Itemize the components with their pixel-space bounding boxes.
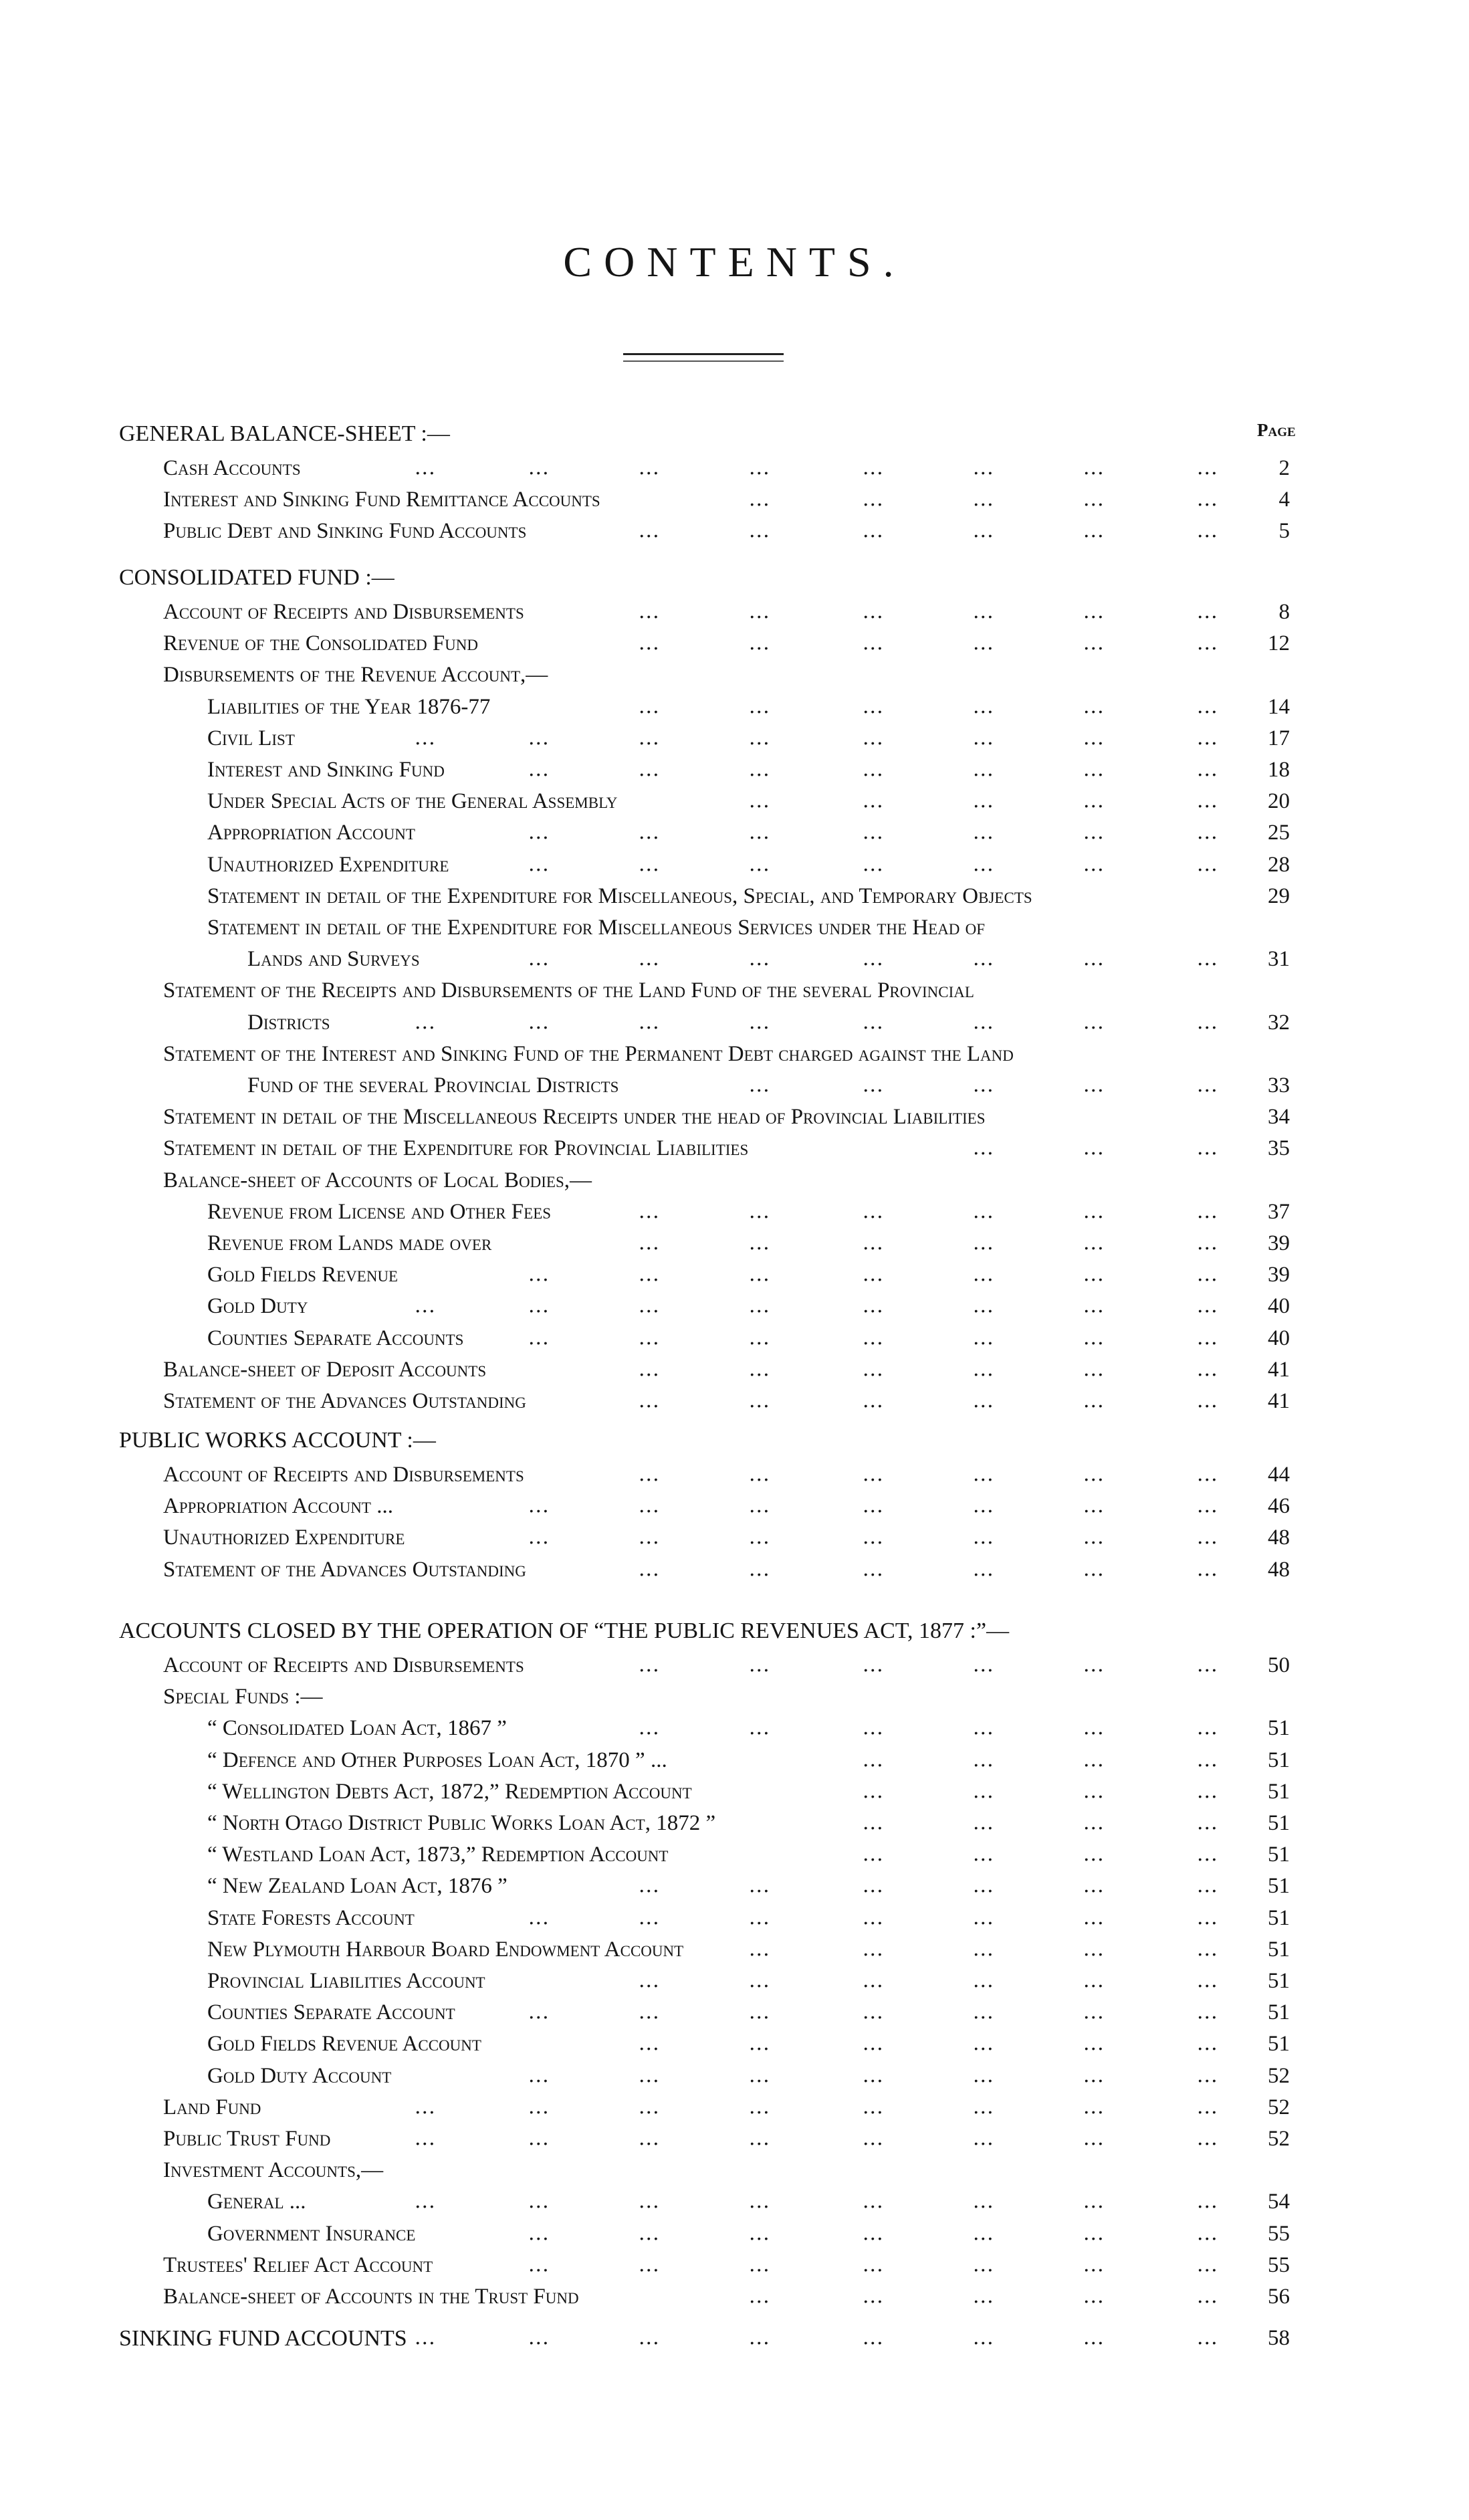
leader-dots: ... ... ... ... ... ... ... (528, 2221, 1218, 2245)
entry-label: Under Special Acts of the General Assembly (207, 789, 618, 814)
entry-label: Statement of the Receipts and Disbursements of the Land Fund of the several Provincial (163, 978, 974, 1003)
page-number: 34 (1268, 1105, 1290, 1130)
toc-entry[interactable] (0, 2032, 1469, 2065)
leader-dots: ... ... ... ... ... ... (639, 1874, 1218, 1898)
page-number: 2 (1278, 456, 1290, 480)
entry-label: Counties Separate Account (207, 2000, 455, 2025)
leader-dots: ... ... ... ... ... ... ... (528, 1326, 1218, 1350)
toc-entry[interactable] (0, 1042, 1469, 1105)
entry-label: Statement in detail of the Expenditure for Provincial Liabilities (163, 1136, 749, 1161)
section-heading: GENERAL BALANCE-SHEET :— (119, 421, 450, 446)
entry-label: New Plymouth Harbour Board Endowment Account (207, 1937, 684, 1962)
page-number: 39 (1268, 1263, 1290, 1287)
entry-label: Gold Duty (207, 1294, 308, 1319)
entry-label: “ Consolidated Loan Act, 1867 ” (207, 1716, 507, 1741)
leader-dots: ... ... ... ... ... ... (639, 1969, 1218, 1992)
toc-entry[interactable] (0, 1294, 1469, 1328)
entry-label: Counties Separate Accounts (207, 1326, 464, 1350)
toc-entry[interactable] (0, 1716, 1469, 1750)
toc-entry[interactable] (0, 2326, 1469, 2359)
entry-label: Government Insurance (207, 2221, 416, 2246)
entry-label: “ New Zealand Loan Act, 1876 ” (207, 1874, 507, 1899)
entry-label: Civil List (207, 726, 295, 750)
section-heading: ACCOUNTS CLOSED BY THE OPERATION OF “THE PUBLIC REVENUES ACT, 1877 :”— (119, 1618, 1010, 1643)
leader-dots: ... ... ... ... ... ... (639, 1199, 1218, 1223)
entry-label: Balance-sheet of Accounts of Local Bodies,— (163, 1168, 592, 1192)
toc-entry[interactable] (0, 853, 1469, 886)
page-number: 40 (1268, 1326, 1290, 1350)
entry-label: Revenue of the Consolidated Fund (163, 631, 478, 656)
entry-label: Investment Accounts,— (163, 2158, 384, 2183)
entry-label: Interest and Sinking Fund (207, 758, 445, 782)
toc-entry[interactable] (0, 1558, 1469, 1591)
leader-dots: ... ... ... ... ... ... ... (528, 821, 1218, 845)
page-number: 52 (1268, 2095, 1290, 2119)
toc-entry[interactable] (0, 884, 1469, 918)
entry-label: “ Westland Loan Act, 1873,” Redemption Account (207, 1843, 669, 1867)
entry-label: Interest and Sinking Fund Remittance Accounts (163, 488, 600, 512)
leader-dots: ... ... ... ... ... ... (639, 1653, 1218, 1677)
leader-dots: ... ... ... ... ... ... ... (528, 2000, 1218, 2024)
page-number: 5 (1278, 519, 1290, 544)
toc-entry[interactable] (0, 2095, 1469, 2129)
page-number: 28 (1268, 852, 1290, 877)
toc-entry[interactable] (0, 1168, 1469, 1202)
toc-entry[interactable] (0, 663, 1469, 696)
toc-entry[interactable] (0, 1463, 1469, 1496)
page-number: 51 (1268, 2032, 1290, 2057)
leader-dots: ... ... ... ... ... ... ... (528, 1494, 1218, 1518)
entry-label: Land Fund (163, 2095, 261, 2119)
toc-entry[interactable] (0, 600, 1469, 633)
entry-label: “ Wellington Debts Act, 1872,” Redemption Account (207, 1779, 692, 1804)
leader-dots: ... ... ... ... ... ... ... (528, 2063, 1218, 2087)
page-number: 33 (1268, 1073, 1290, 1097)
toc-entry[interactable] (0, 2285, 1469, 2318)
entry-label: Revenue from Lands made over (207, 1231, 492, 1255)
leader-dots: ... ... ... ... ... ... ... ... (415, 726, 1218, 750)
toc-entry[interactable] (0, 2222, 1469, 2255)
leader-dots: ... ... ... ... ... ... ... ... (415, 456, 1218, 480)
leader-dots: ... ... ... ... ... ... ... (528, 2252, 1218, 2277)
toc-entry[interactable] (0, 758, 1469, 791)
page-number: 50 (1268, 1653, 1290, 1677)
page-number: 51 (1268, 1716, 1290, 1741)
entry-label: Account of Receipts and Disbursements (163, 600, 524, 624)
page-number: 29 (1268, 883, 1290, 908)
entry-label: “ Defence and Other Purposes Loan Act, 1870 ” ... (207, 1748, 667, 1772)
leader-dots: ... ... ... ... ... ... ... (528, 1905, 1218, 1929)
toc-entry[interactable] (0, 1653, 1469, 1687)
leader-dots: ... ... ... ... ... ... ... (528, 852, 1218, 876)
toc-entry[interactable] (0, 2127, 1469, 2160)
leader-dots: ... ... ... ... (863, 1811, 1218, 1834)
leader-dots: ... ... ... ... ... ... ... (528, 758, 1218, 781)
leader-dots: ... ... ... ... ... ... (639, 519, 1218, 543)
leader-dots: ... ... ... ... ... ... (639, 694, 1218, 718)
page-number: 51 (1268, 1811, 1290, 1835)
page-number: 56 (1268, 2285, 1290, 2309)
entry-label: Gold Fields Revenue Account (207, 2032, 481, 2057)
page-number: 25 (1268, 821, 1290, 845)
leader-dots: ... ... ... ... (863, 1748, 1218, 1772)
page-title: CONTENTS. (563, 238, 906, 286)
toc-entry[interactable] (0, 1263, 1469, 1296)
toc-entry[interactable] (0, 1937, 1469, 1971)
toc-entry[interactable] (0, 456, 1469, 490)
toc-entry[interactable] (0, 631, 1469, 665)
page-number: 20 (1268, 789, 1290, 814)
page-number: 55 (1268, 2221, 1290, 2246)
section-heading: CONSOLIDATED FUND :— (119, 565, 394, 590)
toc-entry[interactable] (0, 1389, 1469, 1423)
leader-dots: ... ... ... ... ... ... (639, 1716, 1218, 1740)
leader-dots: ... ... ... ... ... ... ... (528, 1263, 1218, 1287)
page-number: 48 (1268, 1526, 1290, 1550)
page-number: 14 (1268, 694, 1290, 719)
leader-dots: ... ... ... ... ... (749, 1937, 1218, 1961)
toc-entry[interactable] (0, 1358, 1469, 1391)
toc-entry[interactable] (0, 1874, 1469, 1907)
leader-dots: ... ... ... ... ... ... ... ... (415, 2095, 1218, 2119)
entry-label: Unauthorized Expenditure (163, 1526, 405, 1550)
page-number: 39 (1268, 1231, 1290, 1255)
entry-label-continuation: Districts (247, 1010, 330, 1035)
entry-label: Balance-sheet of Deposit Accounts (163, 1357, 487, 1382)
entry-label: General ... (207, 2190, 306, 2214)
leader-dots: ... ... ... ... (863, 1779, 1218, 1803)
page-number: 17 (1268, 726, 1290, 750)
page-number: 51 (1268, 1937, 1290, 1962)
leader-dots: ... ... ... ... ... (749, 789, 1218, 813)
entry-label-continuation: Fund of the several Provincial Districts (247, 1073, 619, 1097)
leader-dots: ... ... ... ... ... ... ... ... (415, 2127, 1218, 2150)
toc-entry[interactable] (0, 726, 1469, 760)
toc-entry[interactable] (0, 1494, 1469, 1528)
toc-entry[interactable] (0, 1969, 1469, 2002)
entry-label: Trustees' Relief Act Account (163, 2252, 433, 2277)
leader-dots: ... ... ... ... ... ... (639, 1389, 1218, 1412)
toc-entry[interactable] (0, 2064, 1469, 2097)
page-number: 31 (1268, 947, 1290, 972)
toc-entry[interactable] (0, 695, 1469, 728)
page-number: 12 (1268, 631, 1290, 656)
page-number: 55 (1268, 2252, 1290, 2277)
entry-label: Statement in detail of the Expenditure for Miscellaneous Services under the Head of (207, 916, 986, 940)
entry-label: Public Debt and Sinking Fund Accounts (163, 519, 527, 544)
entry-label: Disbursements of the Revenue Account,— (163, 663, 548, 688)
leader-dots: ... ... ... ... ... ... ... ... (415, 1010, 1218, 1034)
page-number: 18 (1268, 758, 1290, 782)
leader-dots: ... ... ... ... ... (749, 1073, 1218, 1097)
entry-label-continuation: Lands and Surveys (247, 947, 420, 972)
entry-label: Unauthorized Expenditure (207, 852, 449, 877)
toc-entry[interactable] (0, 1906, 1469, 1939)
entry-label: Revenue from License and Other Fees (207, 1199, 552, 1224)
toc-entry[interactable] (0, 2190, 1469, 2223)
page-number: 51 (1268, 2000, 1290, 2025)
page-number: 51 (1268, 1779, 1290, 1804)
toc-entry[interactable] (0, 1748, 1469, 1782)
toc-entry[interactable] (0, 978, 1469, 1041)
leader-dots: ... ... ... ... ... ... ... ... (415, 2190, 1218, 2214)
entry-label: Public Trust Fund (163, 2127, 331, 2151)
leader-dots: ... ... ... ... ... ... (639, 2032, 1218, 2056)
page-number: 46 (1268, 1494, 1290, 1519)
leader-dots: ... ... ... ... ... ... ... (528, 947, 1218, 971)
toc-entry[interactable] (0, 488, 1469, 521)
toc-entry[interactable] (0, 1811, 1469, 1845)
entry-label: Provincial Liabilities Account (207, 1969, 485, 1993)
entry-label: “ North Otago District Public Works Loan Act, 1872 ” (207, 1811, 716, 1835)
section-heading: SINKING FUND ACCOUNTS (119, 2326, 407, 2351)
toc-entry[interactable] (0, 1526, 1469, 1559)
page-number: 40 (1268, 1294, 1290, 1319)
page-number: 51 (1268, 1843, 1290, 1867)
page-number: 51 (1268, 1905, 1290, 1930)
entry-label: Liabilities of the Year 1876-77 (207, 694, 491, 719)
entry-label: Statement of the Advances Outstanding (163, 1389, 526, 1413)
toc-entry[interactable] (0, 2158, 1469, 2192)
page-column-header: Page (1257, 420, 1296, 440)
entry-label: Statement in detail of the Miscellaneous Receipts under the head of Provincial Liabilities (163, 1105, 986, 1130)
entry-label: Cash Accounts (163, 456, 301, 480)
entry-label: Appropriation Account ... (163, 1494, 393, 1519)
page-number: 52 (1268, 2063, 1290, 2088)
toc-entry[interactable] (0, 1200, 1469, 1233)
toc-entry[interactable] (0, 1326, 1469, 1360)
page-number: 4 (1278, 488, 1290, 512)
leader-dots: ... ... ... ... ... ... (639, 1463, 1218, 1486)
toc-entry[interactable] (0, 821, 1469, 854)
entry-label: Statement of the Advances Outstanding (163, 1557, 526, 1582)
leader-dots: ... ... ... ... ... (749, 488, 1218, 512)
toc-entry[interactable] (0, 1685, 1469, 1718)
page-number: 41 (1268, 1389, 1290, 1413)
leader-dots: ... ... ... ... ... (749, 2285, 1218, 2308)
leader-dots: ... ... ... ... ... ... (639, 1231, 1218, 1255)
page-number: 51 (1268, 1748, 1290, 1772)
page-number: 44 (1268, 1463, 1290, 1487)
toc-entry[interactable] (0, 1136, 1469, 1170)
leader-dots: ... ... ... ... ... ... (639, 631, 1218, 655)
toc-entry[interactable] (0, 916, 1469, 978)
entry-label: Account of Receipts and Disbursements (163, 1653, 524, 1677)
page-number: 58 (1268, 2326, 1290, 2350)
section-heading: PUBLIC WORKS ACCOUNT :— (119, 1428, 436, 1453)
entry-label: Gold Fields Revenue (207, 1263, 399, 1287)
leader-dots: ... ... ... ... ... ... ... (528, 1526, 1218, 1550)
leader-dots: ... ... ... ... ... ... ... ... (415, 2326, 1218, 2349)
toc-entry[interactable] (0, 2253, 1469, 2287)
toc-entry[interactable] (0, 789, 1469, 823)
page-number: 54 (1268, 2190, 1290, 2214)
page-number: 51 (1268, 1969, 1290, 1993)
entry-label: Account of Receipts and Disbursements (163, 1463, 524, 1487)
toc-entry[interactable] (0, 2000, 1469, 2034)
page-number: 41 (1268, 1357, 1290, 1382)
entry-label: Statement in detail of the Expenditure for Miscellaneous, Special, and Temporary Objects (207, 883, 1032, 908)
entry-label: State Forests Account (207, 1905, 415, 1930)
entry-label: Special Funds :— (163, 1685, 323, 1709)
page-number: 52 (1268, 2127, 1290, 2151)
page-number: 48 (1268, 1557, 1290, 1582)
entry-label: Gold Duty Account (207, 2063, 392, 2088)
entry-label: Balance-sheet of Accounts in the Trust Fund (163, 2285, 579, 2309)
leader-dots: ... ... ... ... ... ... (639, 600, 1218, 623)
page-number: 8 (1278, 600, 1290, 624)
leader-dots: ... ... ... (973, 1136, 1218, 1160)
page-number: 37 (1268, 1199, 1290, 1224)
toc-entry[interactable] (0, 1780, 1469, 1813)
leader-dots: ... ... ... ... ... ... (639, 1557, 1218, 1581)
leader-dots: ... ... ... ... (863, 1843, 1218, 1867)
page-number: 35 (1268, 1136, 1290, 1161)
entry-label: Appropriation Account (207, 821, 415, 845)
toc-entry[interactable] (0, 1843, 1469, 1876)
page-number: 51 (1268, 1874, 1290, 1899)
toc-entry[interactable] (0, 519, 1469, 552)
toc-entry[interactable] (0, 1105, 1469, 1138)
toc-entry[interactable] (0, 1231, 1469, 1265)
leader-dots: ... ... ... ... ... ... ... ... (415, 1294, 1218, 1318)
page-number: 32 (1268, 1010, 1290, 1035)
leader-dots: ... ... ... ... ... ... (639, 1357, 1218, 1381)
entry-label: Statement of the Interest and Sinking Fund of the Permanent Debt charged against the Land (163, 1041, 1014, 1066)
